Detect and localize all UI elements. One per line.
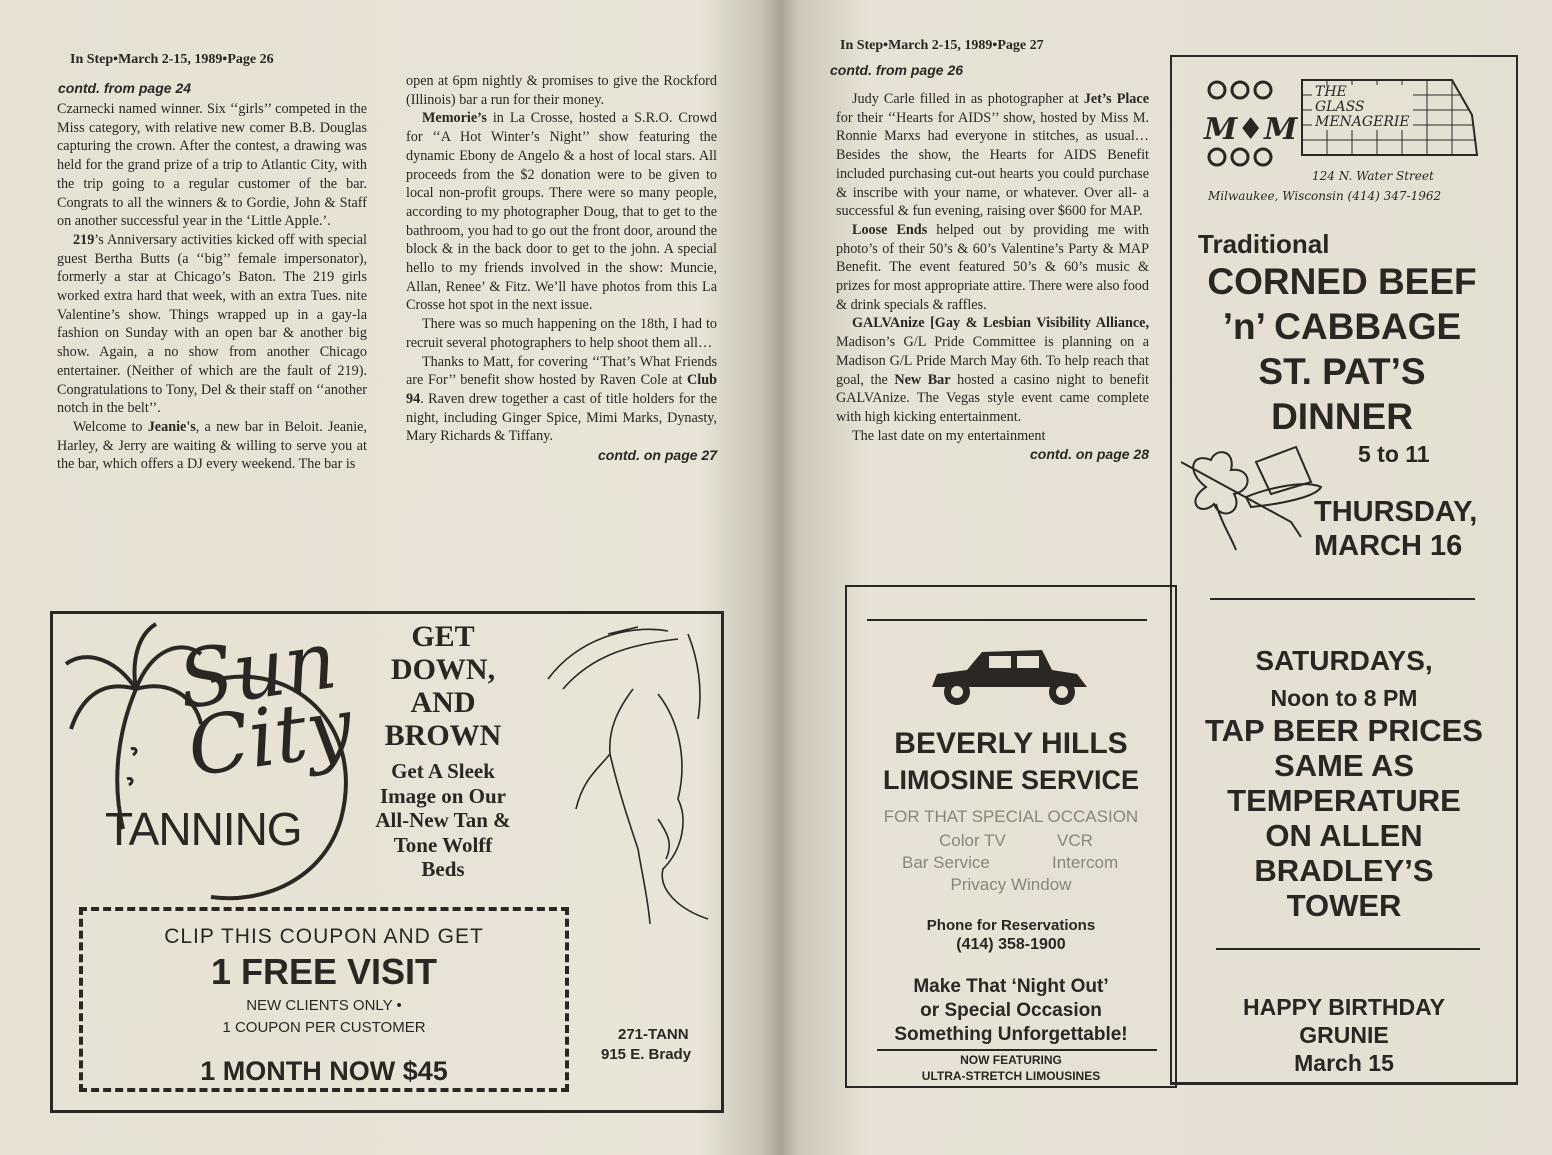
ad-headline: GET DOWN, AND BROWN (384, 620, 502, 752)
glass-address-2: Milwaukee, Wisconsin (414) 347-1962 (1208, 189, 1442, 203)
coupon-line-1: CLIP THIS COUPON AND GET (164, 925, 484, 948)
phone-number: 271-TANN (618, 1026, 689, 1043)
figure-illustration-icon (538, 619, 723, 929)
coupon-free-visit: 1 FREE VISIT (210, 951, 438, 992)
birthday-message: HAPPY BIRTHDAY GRUNIE March 15 (1243, 994, 1445, 1076)
paragraph: The last date on my entertainment (852, 427, 1046, 444)
paragraph: Memorie’s in La Crosse, hosted a S.R.O. Crowd for ‘‘A Hot Winter’s Night’’ show featuring the dynamic Ebony de Angelo & a host of local stars. All proceeds from the $2 donation were to be given to local non-profit groups. There were so many people, according to my photographer Doug, that to get to the bathroom, you had to go out the front door, around the block & in the back door to get to the john. A special hello to my friends involved in the show: Muncie, Allan, Renee’ & Fitz. We’ll have photos from this La Crosse hot spot in the next issue. (406, 110, 717, 314)
phone-label: Phone for Reservations (926, 917, 1096, 934)
saturday-hours: Noon to 8 PM (1270, 685, 1418, 711)
traditional-label: Traditional (1198, 229, 1330, 259)
event-date: THURSDAY, MARCH 16 (1314, 496, 1478, 562)
glass-menagerie-ad (1170, 55, 1518, 1085)
paragraph: Loose Ends helped out by providing me with photo’s of their 50’s & 60’s Valentine’s Party & MAP Benefit. The event featured 50’s & 60’s music & prizes for most appropriate attire. There were also food & drink specials & raffles. (836, 221, 1149, 313)
coupon-price: 1 MONTH NOW $45 (200, 1056, 448, 1086)
limo-footer-1: NOW FEATURING (960, 1053, 1062, 1067)
feature-bar-service: Bar Service (902, 853, 990, 872)
paragraph: Judy Carle filled in as photographer at Jet’s Place for their ‘‘Hearts for AIDS’’ show, hosted by Miss M. Ronnie Marxs had everyone in stitches, as usual…Besides the show, the Hearts for AIDS Benefit included purchasing cut-out hearts you could purchase & inscribe with your name, or whatever. Over all- a successful & fun evening, raising over $600 for MAP. (836, 91, 1149, 220)
paragraph: There was so much happening on the 18th, I had to recruit several photographers to help shoot them all… (406, 316, 717, 351)
feature-color-tv: Color TV (939, 831, 1006, 850)
page-header-left: In Step•March 2-15, 1989•Page 26 (70, 52, 274, 67)
contd-to-right: contd. on page 28 (1029, 446, 1149, 463)
feature-intercom: Intercom (1052, 853, 1119, 872)
contd-from-right: contd. from page 26 (830, 62, 964, 78)
article-column-1 (57, 100, 367, 474)
limo-title-2: LIMOSINE SERVICE (882, 765, 1140, 795)
article-column-2 (406, 72, 717, 465)
limo-tagline: FOR THAT SPECIAL OCCASION (883, 807, 1139, 826)
paragraph: 219’s Anniversary activities kicked off with special guest Bertha Butts (a ‘‘big’’ female impersonator), formerly a star at Chicago’s Baton. The 219 girls worked extra hard that week, with an extra Tues. nite Valentine’s show. Things wrapped up in a gay-la fashion on Sunday with an open bar & another big show. Again, a no show from another Chicago entertainer. (Neither of which are the fault of 219). Congratulations to Tony, Del & their staff on ‘‘another notch in the belt’’. (57, 231, 367, 417)
mm-monogram: M♦M (1204, 112, 1298, 147)
coupon-line-3: NEW CLIENTS ONLY • (246, 997, 402, 1014)
glass-menagerie-name: THE GLASS MENAGERIE (1312, 85, 1413, 130)
limo-phone: (414) 358-1900 (956, 936, 1066, 953)
tanning-wordmark: TANNING (105, 803, 302, 855)
coupon-line-4: 1 COUPON PER CUSTOMER (222, 1019, 426, 1036)
limo-slogan: Make That ‘Night Out’ or Special Occasion Something Unforgettable! (894, 976, 1128, 1045)
paragraph: Welcome to Jeanie's, a new bar in Beloit. Jeanie, Harley, & Jerry are waiting & willing to serve you at the bar, which offers a DJ every weekend. The bar is (57, 418, 367, 473)
dinner-headline: CORNED BEEF ’n’ CABBAGE ST. PAT’S DINNER (1207, 261, 1477, 437)
limo-title-1: BEVERLY HILLS (894, 727, 1128, 760)
ad-subhead: Get A Sleek Image on Our All-New Tan & Tone Wolff Beds (375, 759, 511, 881)
tap-beer-promo: TAP BEER PRICES SAME AS TEMPERATURE ON ALLEN BRADLEY’S TOWER (1205, 713, 1483, 923)
dinner-time: 5 to 11 (1358, 441, 1430, 467)
beverly-hills-limo-ad (845, 585, 1177, 1088)
feature-privacy-window: Privacy Window (950, 875, 1072, 894)
contd-to-left: contd. on page 27 (597, 447, 717, 464)
glass-address-1: 124 N. Water Street (1312, 169, 1434, 183)
feature-vcr: VCR (1057, 831, 1093, 850)
paragraph: Thanks to Matt, for covering ‘‘That’s What Friends are For’’ benefit show hosted by Raven Cole at Club 94. Raven drew together a cast of title holders for the night, including Ginger Spice, Mimi Marks, Dynasty, Mary Richards & Tiffany. (406, 353, 717, 445)
paragraph: open at 6pm nightly & promises to give the Rockford (Illinois) bar a run for their money. (406, 73, 717, 108)
coupon-box[interactable] (79, 907, 569, 1092)
paragraph: GALVAnize [Gay & Lesbian Visibility Alliance, Madison’s G/L Pride Committee is planning on a Madison G/L Pride March May 6th. To help reach that goal, the New Bar hosted a casino night to benefit GALVAnize. The Vegas style event came complete with high kicking entertainment. (836, 315, 1149, 425)
vintage-car-icon (927, 642, 1097, 712)
sun-city-script-logo: Sun City (172, 613, 358, 795)
paragraph: Czarnecki named winner. Six ‘‘girls’’ competed in the Miss category, with relative new comer B.B. Douglas capturing the crown. After the contest, a drawing was held for the grand prize of a trip to Atlantic City, with the trip going to a regular customer of the bar. Congrats to all the winners & to Gordie, John & Staff on another successful year in the ‘Little Apple.’. (57, 101, 367, 230)
address: 915 E. Brady (601, 1046, 692, 1063)
sun-city-tanning-ad (50, 611, 724, 1113)
article-column-3 (836, 90, 1149, 464)
shamrock-top-hat-icon (1176, 442, 1326, 552)
saturdays-label: SATURDAYS, (1255, 645, 1433, 676)
page-header-right: In Step•March 2-15, 1989•Page 27 (840, 38, 1044, 53)
limo-footer-2: ULTRA-STRETCH LIMOUSINES (921, 1069, 1101, 1083)
contd-from-left: contd. from page 24 (58, 80, 192, 96)
